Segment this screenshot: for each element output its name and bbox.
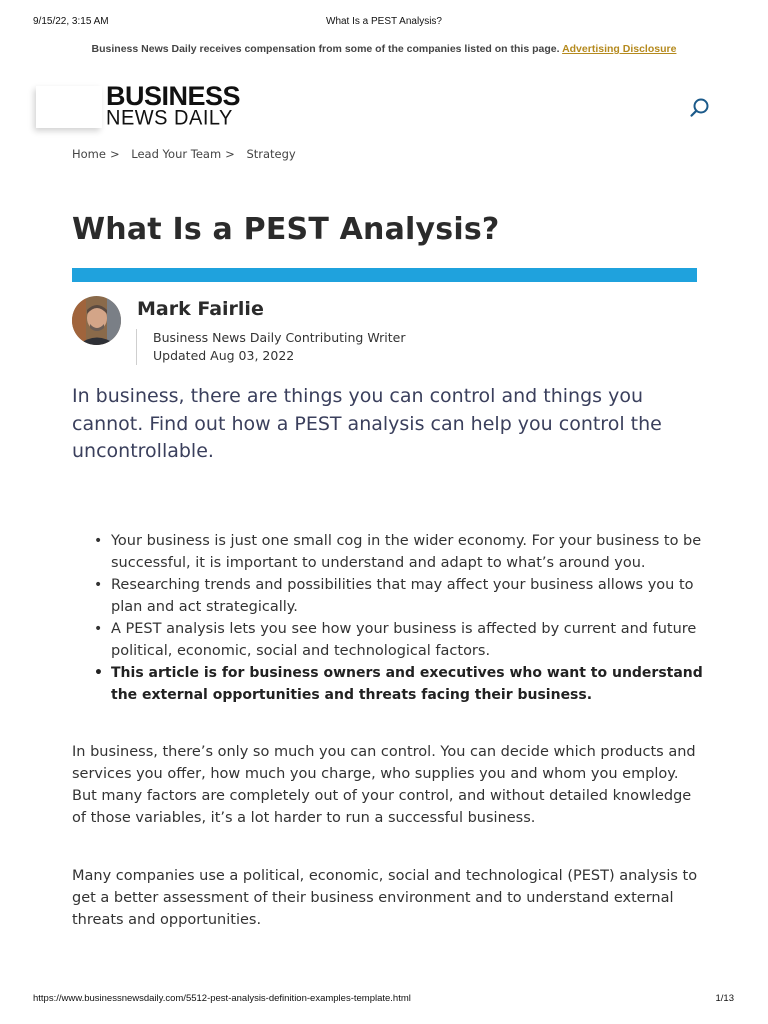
key-takeaways-list <box>72 530 704 706</box>
article-lead: In business, there are things you can control and things you cannot. Find out how a PEST analysis can help you control the uncontrollable. <box>72 385 662 462</box>
article-paragraph: Many companies use a political, economic, social and technological (PEST) analysis to get a better assessment of their business environment and to understand external threats and opportunities. <box>72 868 698 928</box>
print-date: 9/15/22, 3:15 AM <box>33 16 109 27</box>
search-button[interactable] <box>688 96 712 120</box>
article-paragraph: In business, there’s only so much you can control. You can decide which products and services you offer, how much you charge, who supplies you and whom you employ. But many factors are completely out of your control, and without detailed knowledge of those variables, it’s a lot harder to run a successful business. <box>72 744 696 826</box>
title-accent-bar <box>72 268 697 282</box>
page-title: What Is a PEST Analysis? <box>72 212 500 247</box>
site-logo[interactable] <box>106 81 241 130</box>
author-role: Business News Daily Contributing Writer <box>153 330 406 345</box>
bullet-icon: • <box>94 577 103 593</box>
breadcrumb-separator: > <box>225 147 235 161</box>
list-item-text: A PEST analysis lets you see how your business is affected by current and future political, economic, social and technological factors. <box>111 621 697 659</box>
list-item-text: Your business is just one small cog in the wider economy. For your business to be successful, it is important to understand and adapt to what’s around you. <box>111 533 702 571</box>
bullet-icon: • <box>94 665 103 681</box>
updated-date: Updated Aug 03, 2022 <box>153 348 295 363</box>
breadcrumb <box>72 147 300 161</box>
breadcrumb-separator: > <box>109 147 120 161</box>
logo-line2: NEWS DAILY <box>106 106 233 130</box>
breadcrumb-strategy[interactable]: Strategy <box>246 147 296 161</box>
author-meta <box>136 329 405 365</box>
advertising-disclosure-link[interactable]: Advertising Disclosure <box>562 43 677 55</box>
list-item-text: This article is for business owners and executives who want to understand the external opportunities and threats facing their business. <box>111 665 703 703</box>
print-url: https://www.businessnewsdaily.com/5512-pest-analysis-definition-examples-template.html <box>33 993 411 1004</box>
disclosure-text: Business News Daily receives compensation from some of the companies listed on this page. <box>91 43 560 55</box>
search-icon <box>688 96 712 120</box>
list-item <box>72 530 704 574</box>
compensation-disclosure <box>0 43 768 56</box>
print-header <box>0 16 768 32</box>
breadcrumb-home[interactable]: Home <box>72 147 106 161</box>
bullet-icon: • <box>94 533 103 549</box>
logo-placeholder <box>36 86 102 128</box>
bullet-icon: • <box>94 621 103 637</box>
author-name[interactable]: Mark Fairlie <box>137 298 264 320</box>
list-item <box>72 662 704 706</box>
list-item-text: Researching trends and possibilities that may affect your business allows you to plan and act strategically. <box>111 577 694 615</box>
list-item <box>72 574 704 618</box>
logo-line1: BUSINESS <box>106 81 241 111</box>
list-item <box>72 618 704 662</box>
avatar-image <box>72 296 121 345</box>
print-page-number: 1/13 <box>715 993 734 1004</box>
print-title: What Is a PEST Analysis? <box>326 16 442 27</box>
breadcrumb-lead-your-team[interactable]: Lead Your Team <box>131 147 222 161</box>
author-avatar[interactable] <box>72 296 121 345</box>
